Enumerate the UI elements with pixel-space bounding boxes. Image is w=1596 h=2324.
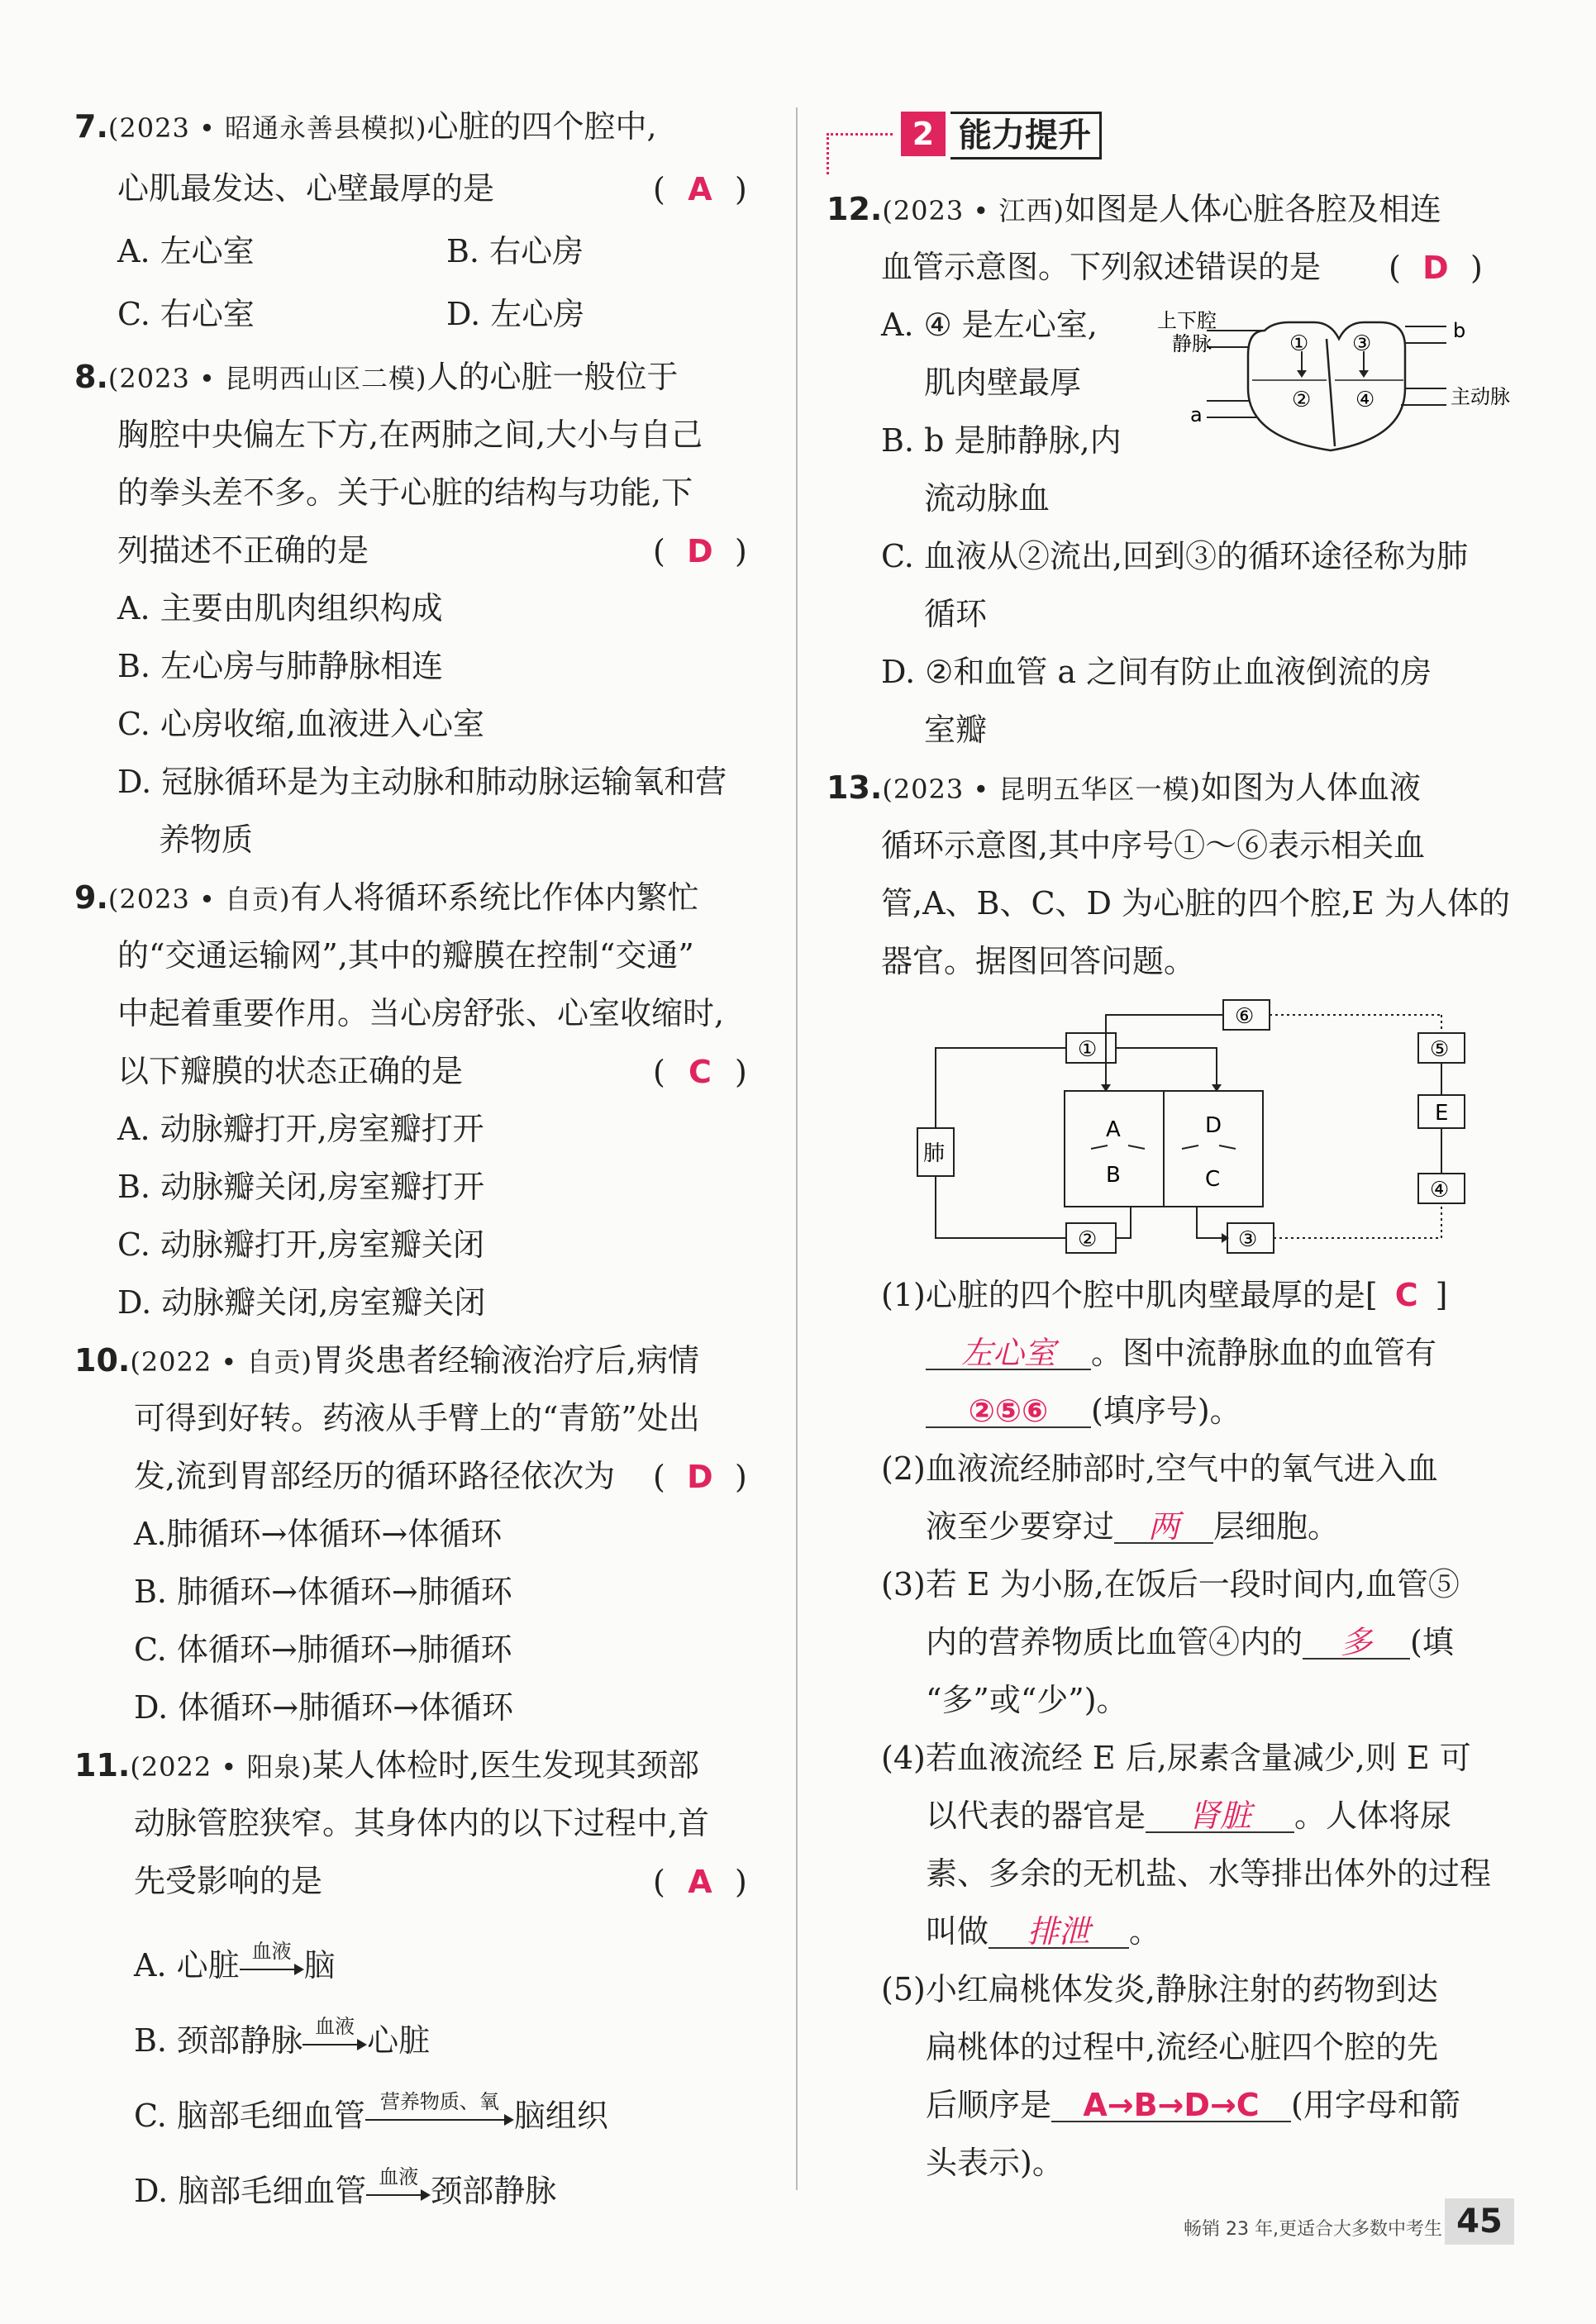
chamber-b-label: B: [1106, 1163, 1121, 1188]
option-a-from: A. 心脏: [134, 1947, 240, 1983]
question-stem: 以下瓣膜的状态正确的是: [117, 1053, 464, 1089]
reaction-arrow: [366, 2164, 431, 2210]
option-c: C. 右心室: [117, 296, 255, 332]
option-a: A. 动脉瓣打开,房室瓣打开: [117, 1111, 484, 1147]
option-b: B. b 是肺静脉,内: [881, 422, 1122, 459]
answer-bracket: ( D ): [653, 533, 747, 569]
reaction-arrow: [240, 1939, 304, 1984]
option-c: C. 心房收缩,血液进入心室: [117, 706, 484, 742]
option-b: B. 动脉瓣关闭,房室瓣打开: [117, 1169, 485, 1205]
sub-question-text: (1)心脏的四个腔中肌肉壁最厚的是[: [881, 1277, 1378, 1313]
question-source: (2023 • 昭通永善县模拟): [107, 112, 427, 144]
option-a: [134, 1940, 336, 1985]
question-stem: 有人将循环系统比作体内繁忙: [290, 879, 699, 916]
sub-question-text: 。图中流静脉血的血管有: [1091, 1335, 1437, 1371]
question-source: (2023 • 昆明五华区一模): [882, 774, 1201, 805]
option-c: C. 血液从②流出,回到③的循环途径称为肺: [881, 538, 1468, 574]
answer-value: C: [1394, 1277, 1418, 1313]
option-d: D. ②和血管 a 之间有防止血液倒流的房: [881, 654, 1432, 690]
sub-question-1-cont: [926, 1337, 1436, 1370]
sub-question-text: (填: [1410, 1624, 1454, 1660]
question-stem: 如图是人体心脏各腔及相连: [1064, 191, 1441, 227]
answer-bracket: ( D ): [1389, 250, 1483, 286]
sub-question-4-cont: [926, 1913, 1161, 1950]
question-source: (2023 • 自贡): [107, 883, 291, 915]
answer-value: D: [1422, 250, 1449, 286]
chamber-c-label: C: [1205, 1167, 1221, 1192]
option-d: D. 冠脉循环是为主动脉和肺动脉运输氧和营: [117, 764, 727, 800]
sub-question-2: (2)血液流经肺部时,空气中的氧气进入血: [881, 1450, 1438, 1487]
question-number: 10.: [74, 1342, 131, 1379]
sub-question-5-cont: 头表示)。: [926, 2145, 1064, 2181]
sub-question-2-cont: [926, 1508, 1340, 1545]
question-stem: 心肌最发达、心壁最厚的是: [117, 170, 495, 207]
chamber-d-label: D: [1205, 1113, 1222, 1138]
sub-question-5-cont: 扁桃体的过程中,流经心脏四个腔的先: [926, 2029, 1439, 2065]
option-d-to: 颈部静脉: [431, 2173, 557, 2209]
sub-question-text: 内的营养物质比血管④内的: [926, 1624, 1303, 1660]
option-c: C. 体循环→肺循环→肺循环: [134, 1631, 512, 1668]
answer-value: C: [688, 1054, 712, 1090]
answer-value: 左心室: [926, 1337, 1091, 1370]
question-number: 9.: [74, 879, 108, 916]
chamber-1-label: ①: [1289, 331, 1309, 356]
sub-question-4: (4)若血液流经 E 后,尿素含量减少,则 E 可: [881, 1740, 1471, 1776]
question-source: (2023 • 昆明西山区二模): [107, 363, 427, 394]
sub-question-4-cont: 素、多余的无机盐、水等排出体外的过程: [926, 1855, 1492, 1892]
reaction-arrow: [365, 2089, 514, 2135]
question-number: 8.: [74, 359, 108, 395]
answer-value: A: [688, 171, 712, 207]
arrow-label: 血液: [379, 2164, 419, 2188]
question-stem: 的“交通运输网”,其中的瓣膜在控制“交通”: [117, 937, 694, 974]
section-title: 能力提升: [950, 112, 1102, 160]
sub-question-1: [881, 1279, 1447, 1311]
lung-label: 肺: [923, 1141, 946, 1166]
question-stem: 先受影响的是: [134, 1863, 323, 1899]
question-stem: 心脏的四个腔中,: [426, 108, 657, 145]
answer-bracket: ( A ): [653, 171, 747, 207]
question-number: 12.: [827, 191, 883, 227]
vena-cava-label-2: 静脉: [1172, 332, 1212, 355]
option-d: D. 左心房: [446, 296, 585, 332]
option-b-to: 心脏: [367, 2022, 431, 2059]
chamber-a-label: A: [1106, 1117, 1121, 1142]
sub-question-text: (填序号)。: [1091, 1393, 1241, 1429]
arrow-label: 血液: [251, 1939, 292, 1963]
option-b: [134, 2015, 430, 2060]
option-c: C. 动脉瓣打开,房室瓣关闭: [117, 1226, 484, 1263]
question-number: 13.: [827, 769, 883, 806]
vessel-5-label: ⑤: [1430, 1037, 1450, 1062]
answer-value: D: [687, 533, 713, 569]
question-stem: 动脉管腔狭窄。其身体内的以下过程中,首: [134, 1805, 710, 1841]
option-a: A. 主要由肌肉组织构成: [117, 590, 443, 626]
sub-question-1-cont: [926, 1395, 1241, 1428]
sub-question-text: 后顺序是: [926, 2087, 1052, 2123]
option-a: A.肺循环→体循环→体循环: [134, 1516, 503, 1552]
vessel-3-label: ③: [1238, 1227, 1258, 1252]
option-c-from: C. 脑部毛细血管: [134, 2098, 365, 2134]
option-d-cont: 养物质: [159, 821, 254, 858]
option-c-to: 脑组织: [513, 2098, 608, 2134]
question-stem: 如图为人体血液: [1200, 769, 1421, 806]
vessel-6-label: ⑥: [1235, 1004, 1255, 1029]
vessel-2-label: ②: [1078, 1227, 1098, 1252]
section-header: [827, 112, 1124, 161]
sub-question-4-cont: [926, 1800, 1451, 1833]
sub-question-3-cont: “多”或“少”)。: [926, 1682, 1128, 1718]
sub-question-text: (用字母和箭: [1291, 2087, 1460, 2123]
chamber-4-label: ④: [1355, 388, 1375, 412]
sub-question-text: 层细胞。: [1213, 1508, 1340, 1545]
vessel-1-label: ①: [1078, 1037, 1098, 1062]
sub-question-3: (3)若 E 为小肠,在饭后一段时间内,血管⑤: [881, 1566, 1460, 1603]
column-divider: [796, 107, 798, 2190]
answer-value: ②⑤⑥: [926, 1395, 1091, 1428]
question-number: 11.: [74, 1747, 131, 1783]
question-stem: 血管示意图。下列叙述错误的是: [881, 249, 1322, 285]
answer-value: 多: [1303, 1626, 1410, 1660]
question-stem: 发,流到胃部经历的循环路径依次为: [134, 1458, 616, 1494]
option-d-cont: 室瓣: [924, 712, 988, 748]
option-d: D. 动脉瓣关闭,房室瓣关闭: [117, 1284, 486, 1321]
answer-bracket: ( C ): [653, 1054, 747, 1090]
option-a: A. ④ 是左心室,: [881, 307, 1098, 343]
question-stem: 中起着重要作用。当心房舒张、心室收缩时,: [117, 995, 725, 1031]
section-number: 2: [901, 112, 946, 156]
option-a-to: 脑: [303, 1947, 336, 1983]
chamber-3-label: ③: [1352, 331, 1372, 356]
option-d: D. 体循环→肺循环→体循环: [134, 1689, 513, 1726]
arrow-label: 血液: [315, 2014, 355, 2038]
option-c: [134, 2090, 608, 2136]
option-b-from: B. 颈部静脉: [134, 2022, 303, 2059]
organ-e-label: E: [1435, 1101, 1449, 1126]
question-stem: 某人体检时,医生发现其颈部: [312, 1747, 700, 1783]
answer-value: A→B→D→C: [1051, 2089, 1291, 2122]
aorta-label: 主动脉: [1451, 385, 1510, 408]
answer-bracket: ( A ): [653, 1864, 747, 1900]
answer-value: 排泄: [989, 1916, 1129, 1949]
reaction-arrow: [303, 2014, 367, 2060]
question-source: (2023 • 江西): [882, 195, 1065, 226]
option-b: B. 肺循环→体循环→肺循环: [134, 1574, 512, 1610]
vessel-4-label: ④: [1430, 1178, 1450, 1202]
option-a: A. 左心室: [117, 233, 255, 269]
question-stem: 胸腔中央偏左下方,在两肺之间,大小与自己: [117, 417, 703, 453]
sub-question-5: (5)小红扁桃体发炎,静脉注射的药物到达: [881, 1971, 1438, 2007]
sub-question-text: 液至少要穿过: [926, 1508, 1115, 1545]
option-c-cont: 循环: [924, 596, 988, 632]
question-stem: 器官。据图回答问题。: [881, 943, 1196, 979]
answer-bracket: ( D ): [653, 1459, 747, 1495]
heart-diagram: [1157, 298, 1529, 463]
option-d: [134, 2165, 556, 2211]
section-header-dots: [827, 133, 829, 174]
sub-question-text: 。: [1129, 1913, 1161, 1950]
vessel-b-label: b: [1453, 319, 1466, 342]
option-b: B. 左心房与肺静脉相连: [117, 648, 444, 684]
chamber-2-label: ②: [1292, 388, 1312, 412]
sub-question-3-cont: [926, 1626, 1454, 1660]
option-b: B. 右心房: [446, 233, 584, 269]
answer-value: 肾脏: [1146, 1800, 1294, 1833]
section-header-dots: [827, 133, 893, 136]
option-d-from: D. 脑部毛细血管: [134, 2173, 367, 2209]
sub-question-text: ]: [1435, 1277, 1448, 1313]
question-stem: 可得到好转。药液从手臂上的“青筋”处出: [134, 1400, 700, 1436]
option-a-cont: 肌肉壁最厚: [924, 364, 1082, 401]
question-stem: 人的心脏一般位于: [426, 359, 679, 395]
vena-cava-label: 上下腔: [1157, 309, 1217, 332]
question-stem: 管,A、B、C、D 为心脏的四个腔,E 为人体的: [881, 885, 1510, 922]
arrow-label: 营养物质、氧: [379, 2089, 499, 2113]
sub-question-text: 。人体将尿: [1294, 1798, 1452, 1834]
answer-value: 两: [1114, 1511, 1213, 1544]
page-number: 45: [1445, 2198, 1514, 2245]
question-stem: 列描述不正确的是: [117, 532, 369, 569]
question-stem: 胃炎患者经输液治疗后,病情: [312, 1342, 700, 1379]
answer-value: D: [687, 1459, 713, 1495]
answer-value: A: [688, 1864, 712, 1900]
option-b-cont: 流动脉血: [924, 480, 1051, 517]
question-stem: 的拳头差不多。关于心脏的结构与功能,下: [117, 474, 693, 511]
circulation-diagram: [909, 983, 1504, 1264]
question-stem: 循环示意图,其中序号①～⑥表示相关血: [881, 827, 1426, 864]
sub-question-text: 叫做: [926, 1913, 989, 1950]
footer-slogan: 畅销 23 年,更适合大多数中考生: [1184, 2219, 1442, 2240]
sub-question-5-cont: [926, 2089, 1460, 2122]
question-source: (2022 • 阳泉): [130, 1751, 312, 1783]
sub-question-text: 以代表的器官是: [926, 1798, 1146, 1834]
question-source: (2022 • 自贡): [130, 1346, 312, 1378]
question-number: 7.: [74, 108, 108, 145]
vessel-a-label: a: [1190, 403, 1203, 426]
